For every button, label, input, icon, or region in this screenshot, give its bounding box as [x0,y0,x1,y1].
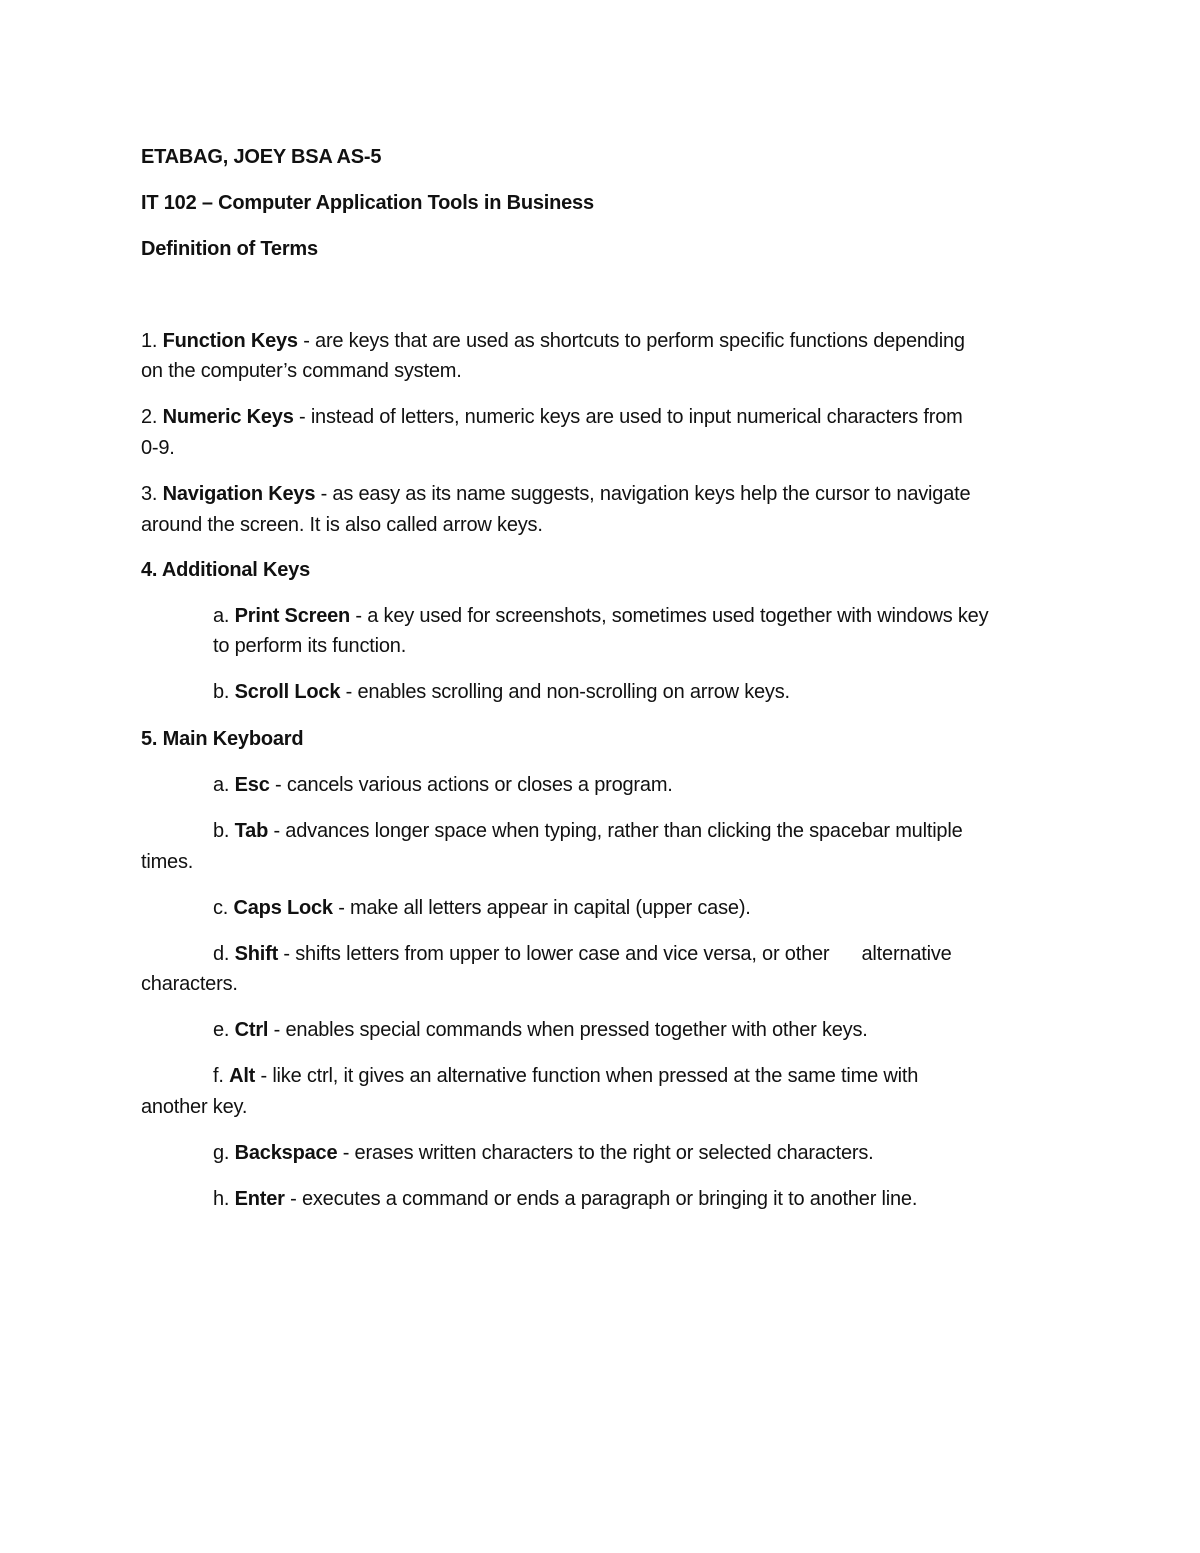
term-definition: - enables scrolling and non-scrolling on arrow keys. [340,681,790,703]
student-name: ETABAG, JOEY BSA AS-5 [141,146,382,168]
term-label: Ctrl [234,1019,269,1041]
term-label: Tab [234,820,269,842]
term-shift-cont: characters. [141,973,238,995]
term-label: Print Screen [234,605,351,627]
term-tab [213,816,963,847]
term-label: Scroll Lock [234,681,341,703]
term-scroll-lock [213,677,790,708]
term-numeric-keys-cont: 0-9. [141,437,175,459]
term-ctrl [213,1015,868,1046]
item-letter: d. [213,943,235,965]
course-title: IT 102 – Computer Application Tools in Business [141,192,594,214]
term-definition: - make all letters appear in capital (upper case). [332,897,751,919]
term-definition: - executes a command or ends a paragraph or bringing it to another line. [284,1188,918,1210]
term-label: Alt [229,1065,256,1087]
term-tab-cont: times. [141,851,194,873]
item-letter: b. [213,681,235,703]
section-title: Definition of Terms [141,238,318,260]
term-label: Navigation Keys [162,483,316,505]
term-definition: - as easy as its name suggests, navigation keys help the cursor to navigate [315,483,971,505]
item-letter: f. [213,1065,230,1087]
term-definition: - advances longer space when typing, rather than clicking the spacebar multiple [268,820,963,842]
term-definition: - enables special commands when pressed together with other keys. [268,1019,868,1041]
term-definition: - cancels various actions or closes a program. [269,774,673,796]
term-label: Caps Lock [233,897,333,919]
term-navigation-keys [141,479,970,510]
term-label: Numeric Keys [162,406,294,428]
item-number: 1. [141,330,163,352]
term-label: Function Keys [162,330,298,352]
term-backspace [213,1138,874,1169]
term-label: Shift [234,943,279,965]
item-letter: a. [213,605,235,627]
item-letter: h. [213,1188,235,1210]
term-esc [213,770,673,801]
term-caps-lock [213,893,751,924]
heading-main-keyboard: 5. Main Keyboard [141,728,304,750]
term-label: Enter [234,1188,285,1210]
term-label: Esc [234,774,270,796]
term-print-screen [213,601,988,632]
term-alt [213,1061,918,1092]
term-function-keys [141,326,965,357]
item-letter: c. [213,897,234,919]
item-letter: b. [213,820,235,842]
term-definition: - are keys that are used as shortcuts to perform specific functions depending [297,330,965,352]
heading-additional-keys: 4. Additional Keys [141,559,311,581]
item-number: 3. [141,483,163,505]
term-definition: - like ctrl, it gives an alternative function when pressed at the same time with [255,1065,919,1087]
term-label: Backspace [234,1142,338,1164]
term-navigation-keys-cont: around the screen. It is also called arrow keys. [141,514,543,536]
item-letter: e. [213,1019,235,1041]
term-definition: - shifts letters from upper to lower case and vice versa, or other alternative [278,943,952,965]
item-letter: a. [213,774,235,796]
term-shift [213,939,952,970]
term-definition: - a key used for screenshots, sometimes used together with windows key [350,605,989,627]
term-function-keys-cont: on the computer’s command system. [141,360,462,382]
item-number: 2. [141,406,163,428]
term-alt-cont: another key. [141,1096,248,1118]
item-letter: g. [213,1142,235,1164]
term-print-screen-cont: to perform its function. [213,635,407,657]
term-numeric-keys [141,402,963,433]
term-definition: - instead of letters, numeric keys are used to input numerical characters from [293,406,963,428]
term-definition: - erases written characters to the right or selected characters. [337,1142,874,1164]
term-enter [213,1184,917,1215]
